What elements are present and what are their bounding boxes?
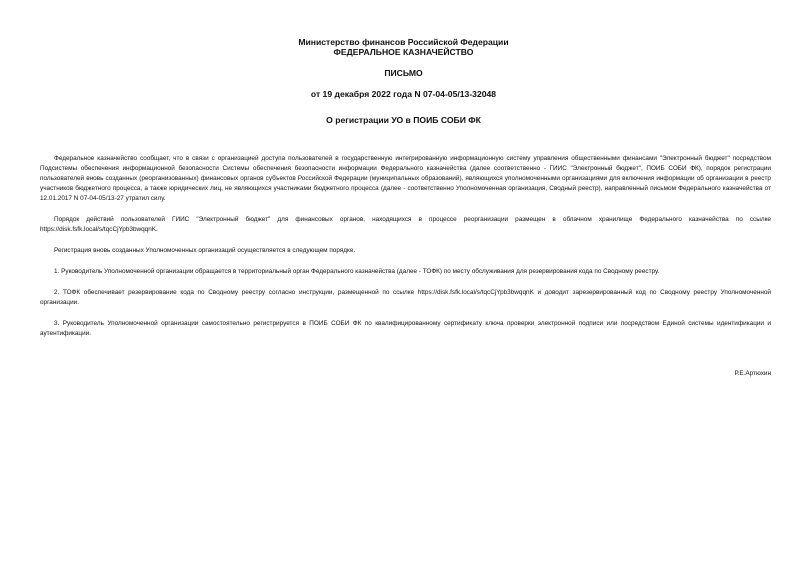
paragraph-procedure-link: Порядок действий пользователей ГИИС "Электронный бюджет" для финансовых органов, находящихся в процессе реорганизации размещен в облачном хранилище Федерального казначейства по ссылке https://disk.fsfk.local/s/tqcCjYpb3bwqqnK.	[40, 216, 771, 233]
treasury-name: ФЕДЕРАЛЬНОЕ КАЗНАЧЕЙСТВО	[333, 47, 474, 57]
paragraph-step-3: 3. Руководитель Уполномоченной организации самостоятельно регистрируется в ПОИБ СОБИ ФК по квалифицированному сертификату ключа проверки электронной подписи или посредством Единой системы идентификации и аутентификации.	[40, 320, 771, 337]
document-type: ПИСЬМО	[384, 68, 423, 78]
paragraph-intro: Федеральное казначейство сообщает, что в связи с организацией доступа пользователей в государственную интегрированную информационную систему управления общественными финансами "Электронный бюджет" посредством Подсистемы обеспечения информационной безопасности Системы обеспечения безопасности информации Федерального казначейства (далее соответственно - ГИИС "Электронный бюджет", ПОИБ СОБИ ФК), порядок регистрации пользователей вновь созданных (реорганизованных) финансовых органов субъектов Российской Федерации (муниципальных образований), являющихся уполномоченными организациями для включения информации об организации в реестр участников бюджетного процесса, а также юридических лиц, не являющихся участниками бюджетного процесса (далее - соответственно Уполномоченная организация, Сводный реестр), направленный письмом Федерального казначейства от 12.01.2017 N 07-04-05/13-27 утратил силу.	[40, 155, 771, 202]
document-date-number: от 19 декабря 2022 года N 07-04-05/13-32048	[310, 89, 497, 99]
paragraph-step-1: 1. Руководитель Уполномоченной организации обращается в территориальный орган Федерального казначейства (далее - ТОФК) по месту обслуживания для резервирования кода по Сводному реестру.	[54, 268, 660, 275]
paragraph-step-2: 2. ТОФК обеспечивает резервирование кода по Сводному реестру согласно инструкции, размещенной по ссылке https://disk.fsfk.local/s/tqcCjYpb3bwqqnK и доводит зарезервированный код по Сводному реестру Уполномоченной организации.	[40, 289, 771, 306]
document-body	[40, 154, 771, 350]
paragraph-registration-order: Регистрация вновь созданных Уполномоченных организаций осуществляется в следующем порядке.	[54, 247, 356, 254]
ministry-name: Министерство финансов Российской Федерации	[298, 37, 509, 47]
document-subject: О регистрации УО в ПОИБ СОБИ ФК	[326, 115, 481, 125]
signature: Р.Е.Артюхин	[734, 370, 771, 377]
